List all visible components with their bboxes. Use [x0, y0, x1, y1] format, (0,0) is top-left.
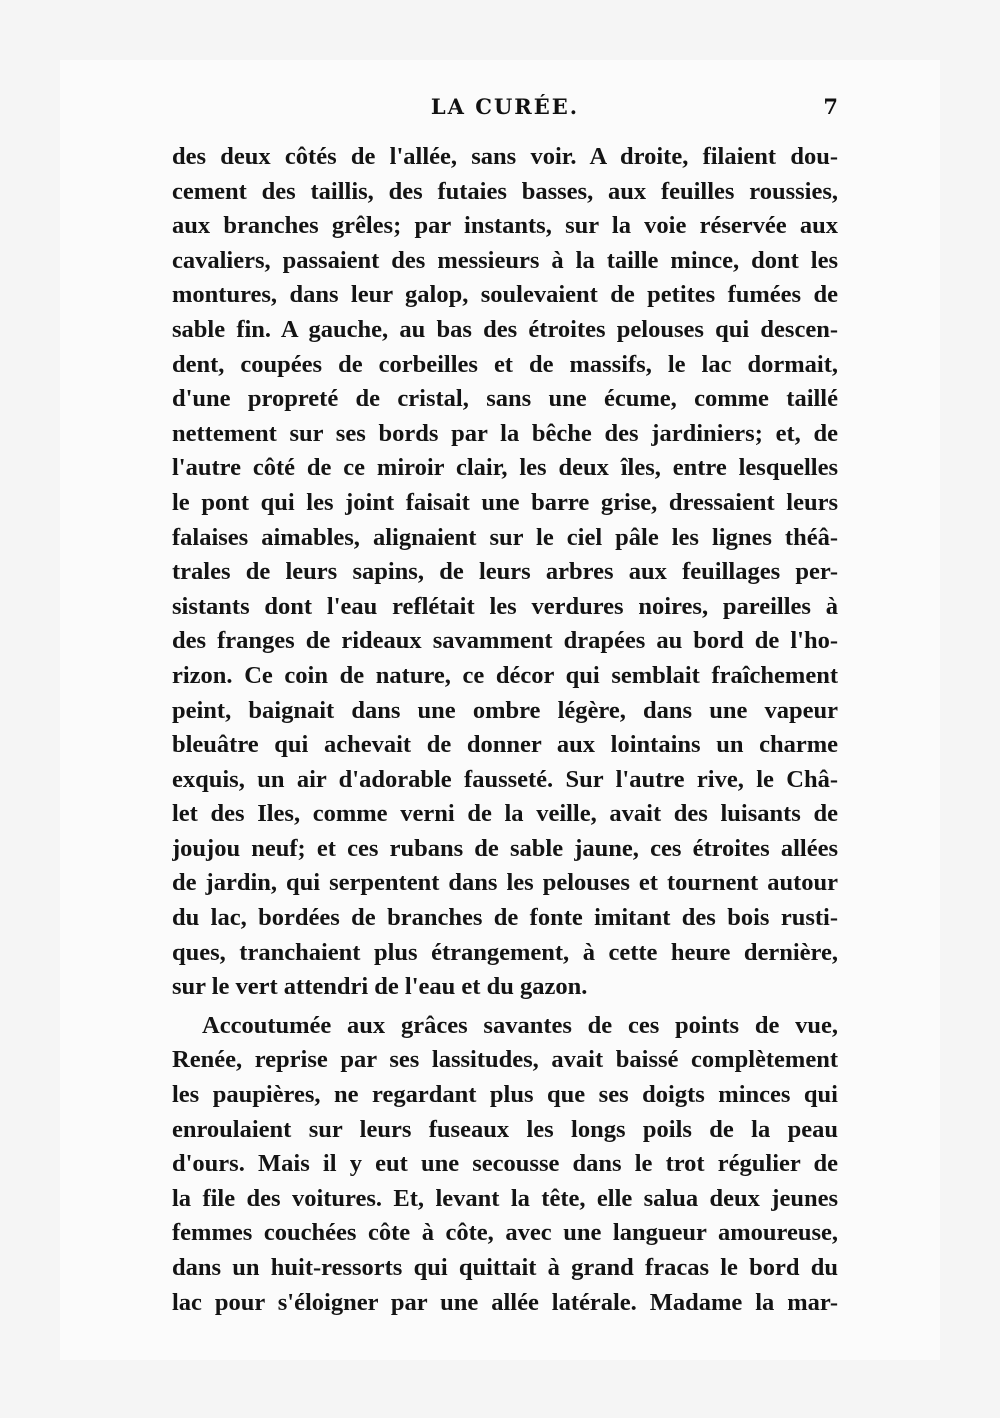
text-line: ques, tranchaient plus étrangement, à cette heure dernière, [172, 938, 838, 966]
text-line: peint, baignait dans une ombre légère, dans une vapeur [172, 696, 838, 724]
text-line: sable fin. A gauche, au bas des étroites pelouses qui descen- [172, 315, 838, 343]
text-line: dent, coupées de corbeilles et de massifs, le lac dormait, [172, 350, 838, 378]
text-line: d'une propreté de cristal, sans une écume, comme taillé [172, 385, 838, 413]
text-line: nettement sur ses bords par la bêche des jardiniers; et, de [172, 419, 838, 447]
text-line: falaises aimables, alignaient sur le ciel pâle les lignes théâ- [172, 523, 838, 551]
text-line: la file des voitures. Et, levant la tête, elle salua deux jeunes [172, 1184, 838, 1212]
text-line: rizon. Ce coin de nature, ce décor qui semblait fraîchement [172, 661, 838, 689]
text-line: l'autre côté de ce miroir clair, les deux îles, entre lesquelles [172, 454, 838, 482]
text-line: aux branches grêles; par instants, sur la voie réservée aux [172, 212, 838, 240]
text-line: sur le vert attendri de l'eau et du gazon. [172, 973, 588, 1001]
text-line: trales de leurs sapins, de leurs arbres aux feuillages per- [172, 558, 838, 586]
text-line: Accoutumée aux grâces savantes de ces points de vue, [202, 1011, 838, 1039]
body-text [172, 140, 838, 1320]
text-line: lac pour s'éloigner par une allée latérale. Madame la mar- [172, 1288, 838, 1316]
text-line: exquis, un air d'adorable fausseté. Sur l'autre rive, le Châ- [172, 765, 838, 793]
page-number: 7 [823, 94, 838, 119]
text-line: de jardin, qui serpentent dans les pelouses et tournent autour [172, 869, 838, 897]
text-line: cavaliers, passaient des messieurs à la taille mince, dont les [172, 246, 838, 274]
text-line: femmes couchées côte à côte, avec une langueur amoureuse, [172, 1219, 838, 1247]
text-line: enroulaient sur leurs fuseaux les longs poils de la peau [172, 1115, 838, 1143]
text-line: joujou neuf; et ces rubans de sable jaune, ces étroites allées [172, 834, 838, 862]
text-line: des franges de rideaux savamment drapées au bord de l'ho- [172, 627, 838, 655]
text-line: sistants dont l'eau reflétait les verdures noires, pareilles à [172, 592, 838, 620]
text-line: dans un huit-ressorts qui quittait à grand fracas le bord du [172, 1254, 838, 1281]
text-line: cement des taillis, des futaies basses, aux feuilles roussies, [172, 177, 838, 205]
paragraph-2 [172, 1009, 838, 1320]
text-line: bleuâtre qui achevait de donner aux lointains un charme [172, 731, 838, 759]
paragraph-1 [172, 140, 838, 1005]
text-line: les paupières, ne regardant plus que ses doigts minces qui [172, 1081, 838, 1109]
text-line: des deux côtés de l'allée, sans voir. A droite, filaient dou- [172, 143, 838, 170]
text-line: le pont qui les joint faisait une barre grise, dressaient leurs [172, 488, 838, 516]
running-header [172, 94, 838, 124]
text-line: d'ours. Mais il y eut une secousse dans le trot régulier de [172, 1150, 838, 1178]
text-line: du lac, bordées de branches de fonte imitant des bois rusti- [172, 904, 838, 932]
running-title: LA CURÉE. [430, 94, 580, 119]
text-line: let des Iles, comme verni de la veille, avait des luisants de [172, 800, 838, 828]
text-line: Renée, reprise par ses lassitudes, avait baissé complètement [172, 1046, 838, 1074]
text-line: montures, dans leur galop, soulevaient de petites fumées de [172, 281, 838, 309]
